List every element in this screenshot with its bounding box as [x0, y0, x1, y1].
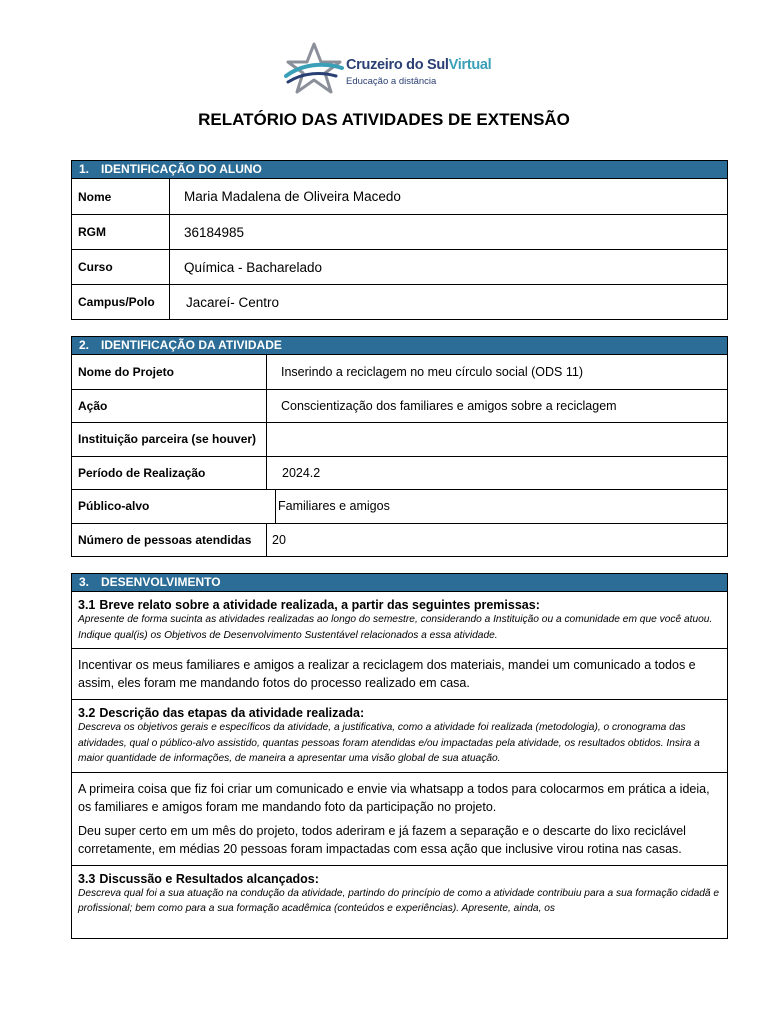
table-row — [72, 179, 727, 214]
subsection-3-1-answer — [72, 648, 727, 699]
field-label: Número de pessoas atendidas — [72, 524, 267, 557]
table-row — [72, 489, 727, 523]
subsection-instruction: Apresente de forma sucinta as atividades realizadas ao longo do semestre, considerando a Instituição ou a comunidade em que você atuou. Indique qual(is) os Objetivos de Desenvolvimento Sustentável relacionados a essa atividade. — [78, 614, 713, 641]
field-label: Ação — [72, 390, 267, 423]
subsection-instruction: Descreva qual foi a sua atuação na condução da atividade, partindo do princípio de como a atividade contribuiu para a sua formação cidadã e profissional; bem como para a sua formação acadêmica (conteúdos e experiências). Apresente, ainda, os — [78, 887, 720, 914]
page-title: RELATÓRIO DAS ATIVIDADES DE EXTENSÃO — [198, 110, 570, 129]
table-row — [72, 214, 727, 249]
brand-name: Cruzeiro do SulVirtual — [346, 57, 492, 73]
subsection-3-1-prompt — [72, 592, 727, 648]
table-row — [72, 456, 727, 490]
field-value-audience: Familiares e amigos — [278, 499, 390, 514]
answer-text: A primeira coisa que fiz foi criar um comunicado e envie via whatsapp a todos para colocarmos em prática a ideia, os familiares e amigos foram me mandando foto da participação no projeto. — [78, 781, 710, 814]
field-value-period: 2024.2 — [282, 465, 321, 480]
field-label: Instituição parceira (se houver) — [72, 423, 267, 456]
subsection-3-2-answer — [72, 772, 727, 865]
table-row — [72, 249, 727, 284]
table-row — [72, 389, 727, 423]
section-student-identification — [71, 160, 728, 320]
subsection-3-2-prompt — [72, 699, 727, 772]
field-label: Nome — [72, 179, 170, 214]
table-row — [72, 284, 727, 319]
field-value-course: Química - Bacharelado — [184, 259, 323, 275]
section-development — [71, 573, 728, 939]
table-row — [72, 422, 727, 456]
field-value-people-count: 20 — [272, 532, 286, 547]
brand-subtitle: Educação a distância — [346, 76, 437, 87]
subsection-3-3-prompt — [72, 865, 727, 922]
table-row — [72, 523, 727, 557]
section-header: 1. IDENTIFICAÇÃO DO ALUNO — [72, 161, 727, 179]
subsection-heading: 3.1 Breve relato sobre a atividade realizada, a partir das seguintes premissas: — [78, 598, 540, 612]
table-row — [72, 355, 727, 389]
answer-text: Deu super certo em um mês do projeto, todos aderiram e já fazem a separação e o descarte do lixo reciclável corretamente, em médias 20 pessoas foram impactadas com essa ação que inclusive virou rotina nas casas. — [78, 823, 686, 856]
section-header: 2. IDENTIFICAÇÃO DA ATIVIDADE — [72, 337, 727, 355]
subsection-instruction: Descreva os objetivos gerais e específicos da atividade, a justificativa, como a atividade foi realizada (metodologia), o cronograma das atividades, qual o público-alvo assistido, quantas pessoas foram atendidas e/ou impactadas pela atividade, os resultados obtidos. Insira a maior quantidade de informações, de maneira a apresentar uma visão global de sua atuação. — [78, 722, 700, 764]
subsection-heading: 3.3 Discussão e Resultados alcançados: — [78, 871, 319, 886]
field-value-campus: Jacareí- Centro — [186, 294, 280, 310]
star-logo-icon — [284, 42, 344, 94]
section-activity-identification — [71, 336, 728, 557]
field-label: Período de Realização — [72, 457, 267, 490]
field-value-action: Conscientização dos familiares e amigos sobre a reciclagem — [281, 398, 617, 413]
subsection-heading: 3.2 Descrição das etapas da atividade realizada: — [78, 706, 365, 720]
institution-logo — [284, 42, 494, 94]
field-value-project: Inserindo a reciclagem no meu círculo social (ODS 11) — [281, 364, 583, 379]
answer-text: Incentivar os meus familiares e amigos a realizar a reciclagem dos materiais, mandei um comunicado a todos e assim, eles foram me mandando fotos do processo realizado em casa. — [78, 658, 696, 690]
field-label: Nome do Projeto — [72, 355, 267, 389]
field-value-rgm: 36184985 — [184, 224, 245, 240]
field-label: Curso — [72, 250, 170, 284]
field-value-name: Maria Madalena de Oliveira Macedo — [184, 189, 401, 204]
field-label: Campus/Polo — [72, 285, 170, 319]
field-label: RGM — [72, 215, 170, 249]
field-label: Público-alvo — [72, 490, 276, 523]
section-header: 3. DESENVOLVIMENTO — [72, 574, 727, 592]
